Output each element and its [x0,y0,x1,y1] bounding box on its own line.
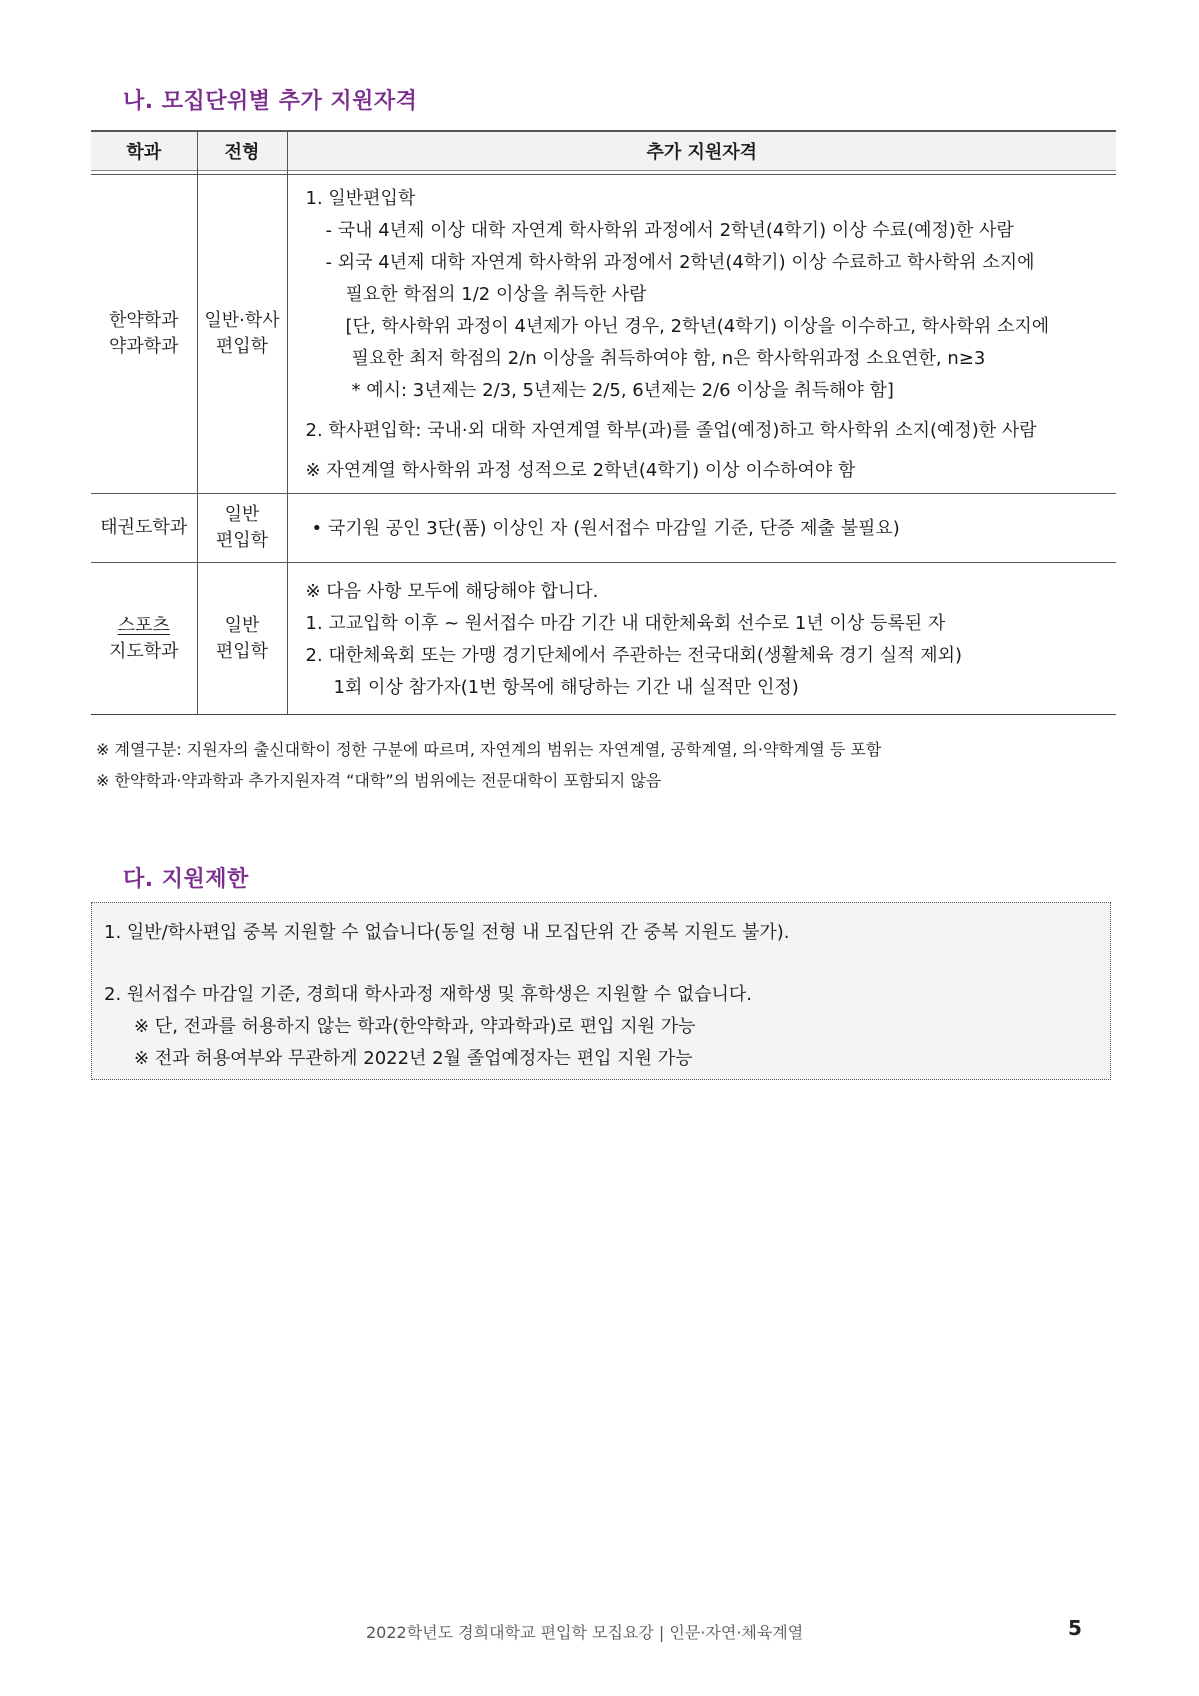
restrictions-box [91,902,1111,1080]
req-line: 필요한 최저 학점의 2/n 이상을 취득하여야 함, n은 학사학위과정 소요연한, n≥3 [351,348,986,369]
req-line: ※ 다음 사항 모두에 해당해야 합니다. [305,580,599,602]
type-line: 편입학 [215,336,269,357]
table-row [91,494,1116,563]
type-line: 편입학 [215,640,269,662]
table-header-row [91,131,1116,175]
dept-cell [91,494,197,563]
section-title-eligibility: 나. 모집단위별 추가 지원자격 [123,89,418,114]
type-line: 일반·학사 [204,310,280,331]
header-dept: 학과 [91,131,197,175]
dept-cell [91,175,197,494]
req-line: 1. 일반편입학 [305,188,416,209]
req-line: 1. 고교입학 이후 ~ 원서접수 마감 기간 내 대한체육회 선수로 1년 이상 등록된 자 [305,612,946,634]
table-notes [96,734,881,796]
req-line: • 국기원 공인 3단(품) 이상인 자 (원서접수 마감일 기준, 단증 제출 불필요) [311,518,900,539]
header-type: 전형 [197,131,287,175]
table-row [91,563,1116,715]
restriction-item: 1. 일반/학사편입 중복 지원할 수 없습니다(동일 전형 내 모집단위 간 중복 지원도 불가). [104,922,790,943]
req-line: * 예시: 3년제는 2/3, 5년제는 2/5, 6년제는 2/6 이상을 취득해야 함] [351,380,894,401]
req-line: 필요한 학점의 1/2 이상을 취득한 사람 [345,284,647,305]
note-line: ※ 계열구분: 지원자의 출신대학이 정한 구분에 따르며, 자연계의 범위는 자연계열, 공학계열, 의·약학계열 등 포함 [96,740,882,759]
req-cell [287,175,1116,494]
dept-name-line: 약과학과 [108,336,179,357]
type-cell [197,563,287,715]
dept-name-line: 지도학과 [108,640,179,662]
req-line: 1회 이상 참가자(1번 항목에 해당하는 기간 내 실적만 인정) [333,676,799,698]
req-line: - 국내 4년제 이상 대학 자연계 학사학위 과정에서 2학년(4학기) 이상 수료(예정)한 사람 [325,220,1014,241]
req-cell [287,494,1116,563]
note-line: ※ 한약학과·약과학과 추가지원자격 “대학”의 범위에는 전문대학이 포함되지 않음 [96,771,662,790]
req-cell [287,563,1116,715]
dept-name-line: 스포츠 [117,614,170,636]
restriction-subnote: ※ 단, 전과를 허용하지 않는 학과(한약학과, 약과학과)로 편입 지원 가능 [134,1016,696,1037]
type-line: 편입학 [215,530,269,551]
eligibility-table [91,130,1116,715]
req-line: [단, 학사학위 과정이 4년제가 아닌 경우, 2학년(4학기) 이상을 이수하고, 학사학위 소지에 [345,316,1050,337]
dept-name-line: 태권도학과 [100,517,188,538]
req-line: 2. 대한체육회 또는 가맹 경기단체에서 주관하는 전국대회(생활체육 경기 실적 제외) [305,644,963,666]
req-line: 2. 학사편입학: 국내·외 대학 자연계열 학부(과)를 졸업(예정)하고 학사학위 소지(예정)한 사람 [305,420,1037,441]
type-cell [197,494,287,563]
dept-cell [91,563,197,715]
footer-text: 2022학년도 경희대학교 편입학 모집요강 | 인문·자연·체육계열 [366,1623,804,1642]
type-line: 일반 [224,504,260,525]
req-line: - 외국 4년제 대학 자연계 학사학위 과정에서 2학년(4학기) 이상 수료하고 학사학위 소지에 [325,252,1035,273]
req-line: ※ 자연계열 학사학위 과정 성적으로 2학년(4학기) 이상 이수하여야 함 [305,460,856,481]
restriction-subnote: ※ 전과 허용여부와 무관하게 2022년 2월 졸업예정자는 편입 지원 가능 [134,1048,693,1069]
section-title-restrictions: 다. 지원제한 [123,867,249,892]
restriction-item: 2. 원서접수 마감일 기준, 경희대 학사과정 재학생 및 휴학생은 지원할 수 없습니다. [104,984,752,1005]
type-line: 일반 [224,614,260,636]
table-row [91,175,1116,494]
page-number: 5 [1068,1616,1082,1640]
type-cell [197,175,287,494]
dept-name-line: 한약학과 [108,310,179,331]
header-req: 추가 지원자격 [287,131,1116,175]
